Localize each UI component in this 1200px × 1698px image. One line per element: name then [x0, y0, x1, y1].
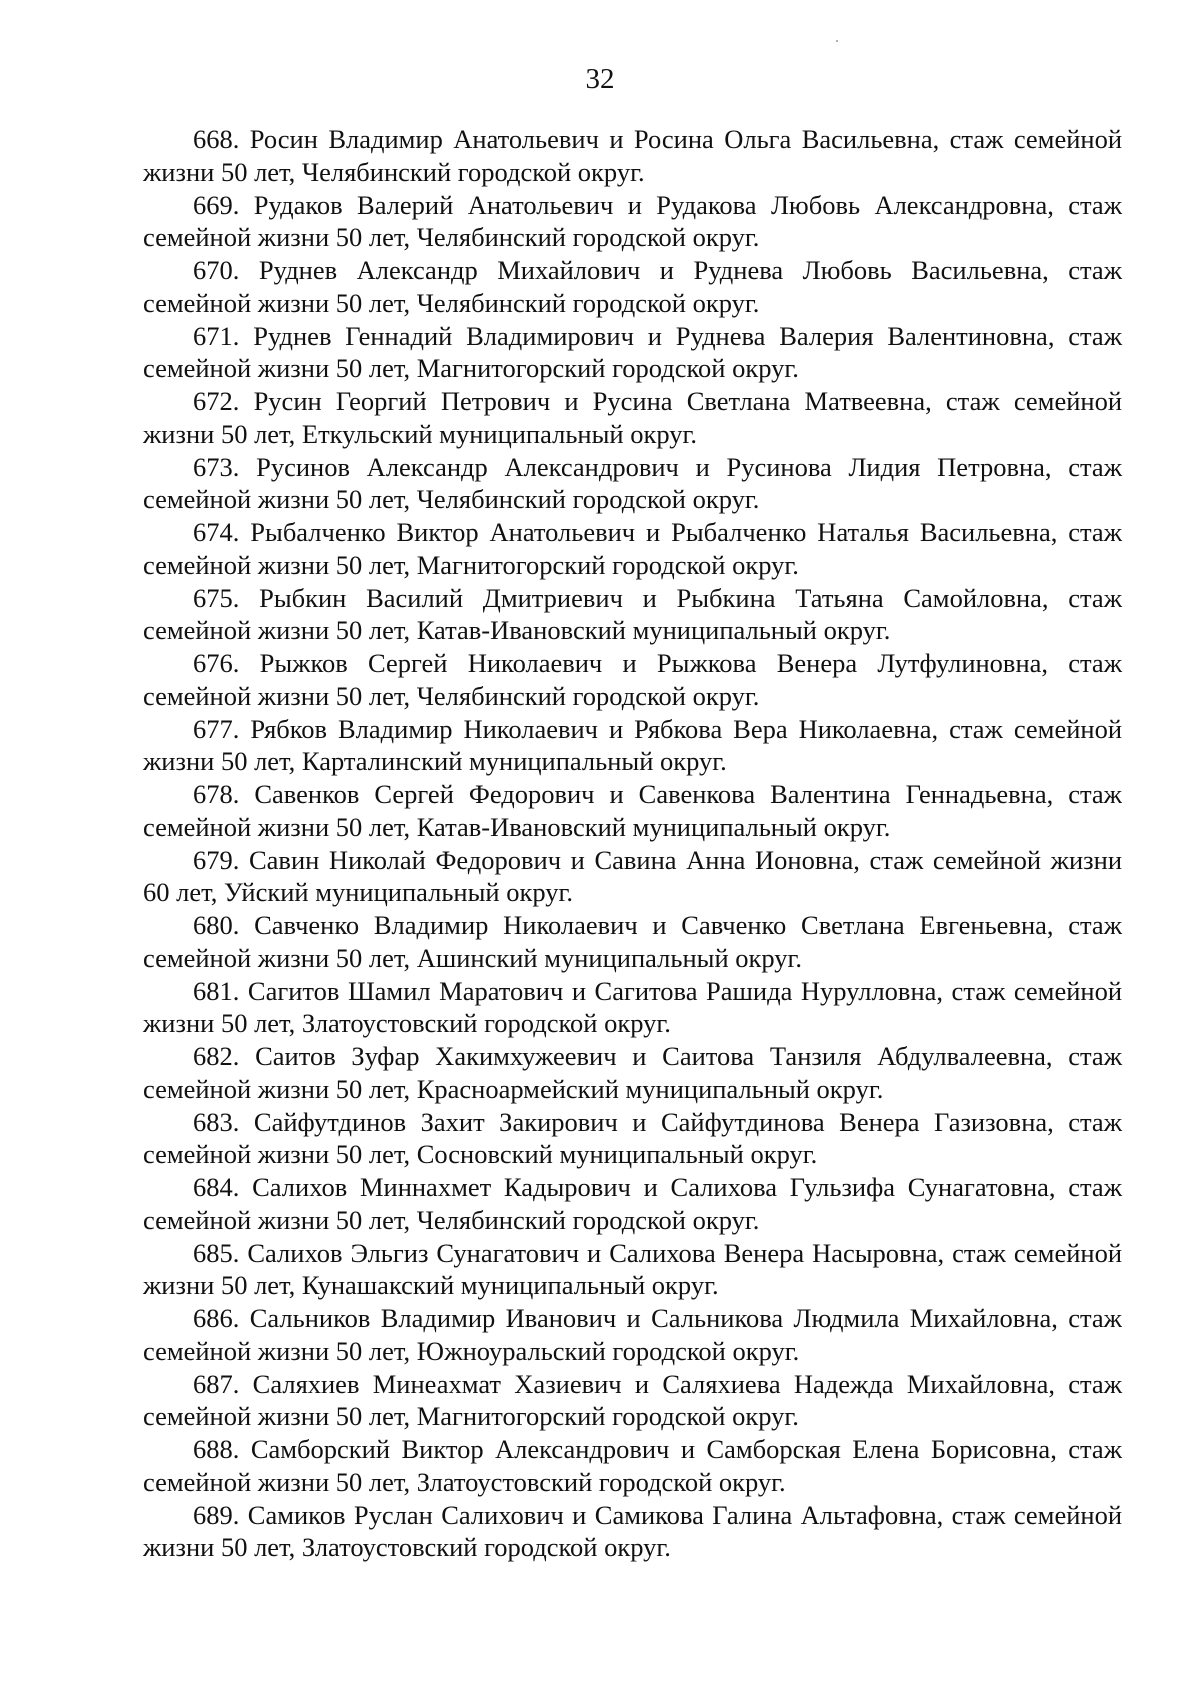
list-item — [143, 254, 1122, 319]
entry-number: 674. — [193, 517, 240, 547]
entry-text: Рыбалченко Виктор Анатольевич и Рыбалченко Наталья Васильевна, стаж семейной жизни 50 лет, Магнитогорский городской округ. — [143, 517, 1122, 580]
entry-number: 670. — [193, 255, 240, 285]
entry-text: Савенков Сергей Федорович и Савенкова Валентина Геннадьевна, стаж семейной жизни 50 лет, Катав-Ивановский муниципальный округ. — [143, 779, 1122, 842]
list-item — [143, 189, 1122, 254]
list-item — [143, 778, 1122, 843]
list-item — [143, 647, 1122, 712]
list-item — [143, 975, 1122, 1040]
entry-number: 683. — [193, 1106, 240, 1137]
entry-text: Салихов Миннахмет Кадырович и Салихова Гульзифа Сунагатовна, стаж семейной жизни 50 лет, Челябинский городской округ. — [143, 1172, 1122, 1235]
entry-text: Саляхиев Минеахмат Хазиевич и Саляхиева Надежда Михайловна, стаж семейной жизни 50 лет, Магнитогорский городской округ. — [143, 1368, 1123, 1431]
list-item — [143, 385, 1122, 450]
entry-number: 678. — [193, 779, 240, 809]
entry-text: Самборский Виктор Александрович и Самборская Елена Борисовна, стаж семейной жизни 50 лет, Златоустовский городской округ. — [143, 1434, 1122, 1497]
entry-text: Рудаков Валерий Анатольевич и Рудакова Любовь Александровна, стаж семейной жизни 50 лет, Челябинский городской округ. — [143, 189, 1123, 252]
scan-artifact — [836, 40, 838, 42]
entry-text: Русин Георгий Петрович и Русина Светлана Матвеевна, стаж семейной жизни 50 лет, Еткульский муниципальный округ. — [143, 386, 1123, 449]
entry-text: Салихов Эльгиз Сунагатович и Салихова Венера Насыровна, стаж семейной жизни 50 лет, Кунашакский муниципальный округ. — [143, 1237, 1123, 1300]
entry-number: 672. — [193, 386, 240, 416]
entry-text: Самиков Руслан Салихович и Самикова Галина Альтафовна, стаж семейной жизни 50 лет, Златоустовский городской округ. — [143, 1499, 1122, 1562]
entry-number: 686. — [193, 1303, 240, 1333]
entry-number: 684. — [193, 1172, 240, 1202]
entry-number: 689. — [193, 1499, 240, 1530]
entry-text: Сальников Владимир Иванович и Сальникова Людмила Михайловна, стаж семейной жизни 50 лет, Южноуральский городской округ. — [143, 1303, 1122, 1366]
list-item — [143, 582, 1122, 647]
list-item — [143, 1106, 1122, 1171]
page-number: 32 — [585, 63, 615, 95]
entry-text: Руднев Геннадий Владимирович и Руднева Валерия Валентиновна, стаж семейной жизни 50 лет, Магнитогорский городской округ. — [143, 320, 1123, 383]
list-item — [143, 516, 1122, 581]
entry-number: 673. — [193, 451, 240, 482]
list-item — [143, 1171, 1122, 1236]
entry-text: Савин Николай Федорович и Савина Анна Ионовна, стаж семейной жизни 60 лет, Уйский муниципальный округ. — [143, 844, 1122, 907]
entry-number: 675. — [193, 582, 240, 613]
list-item — [143, 123, 1122, 188]
list-item — [143, 1237, 1122, 1302]
entry-text: Рыжков Сергей Николаевич и Рыжкова Венера Лутфулиновна, стаж семейной жизни 50 лет, Челябинский городской округ. — [143, 648, 1122, 711]
list-item — [143, 909, 1122, 974]
list-item — [143, 1433, 1122, 1498]
list-item — [143, 1499, 1122, 1564]
entry-text: Русинов Александр Александрович и Русинова Лидия Петровна, стаж семейной жизни 50 лет, Челябинский городской округ. — [143, 451, 1123, 514]
list-item — [143, 1040, 1122, 1105]
entry-number: 668. — [193, 124, 240, 154]
entry-number: 685. — [193, 1237, 240, 1268]
entry-text: Руднев Александр Михайлович и Руднева Любовь Васильевна, стаж семейной жизни 50 лет, Челябинский городской округ. — [143, 255, 1123, 318]
entry-number: 681. — [193, 975, 240, 1006]
list-item — [143, 1302, 1122, 1367]
entry-number: 687. — [193, 1368, 240, 1399]
entry-number: 682. — [193, 1041, 240, 1071]
entry-text: Сайфутдинов Захит Закирович и Сайфутдинова Венера Газизовна, стаж семейной жизни 50 лет, Сосновский муниципальный округ. — [143, 1106, 1123, 1169]
entry-number: 680. — [193, 910, 240, 940]
list-item — [143, 713, 1122, 778]
entry-text: Рыбкин Василий Дмитриевич и Рыбкина Татьяна Самойловна, стаж семейной жизни 50 лет, Катав-Ивановский муниципальный округ. — [143, 582, 1123, 645]
entry-text: Росин Владимир Анатольевич и Росина Ольга Васильевна, стаж семейной жизни 50 лет, Челябинский городской округ. — [143, 124, 1122, 187]
entry-text: Сагитов Шамил Маратович и Сагитова Рашида Нурулловна, стаж семейной жизни 50 лет, Златоустовский городской округ. — [143, 975, 1123, 1038]
list-item — [143, 1368, 1122, 1433]
entry-text: Савченко Владимир Николаевич и Савченко Светлана Евгеньевна, стаж семейной жизни 50 лет, Ашинский муниципальный округ. — [143, 910, 1123, 973]
entry-number: 676. — [193, 648, 240, 678]
entry-text: Саитов Зуфар Хакимхужеевич и Саитова Танзиля Абдулвалеевна, стаж семейной жизни 50 лет, Красноармейский муниципальный округ. — [143, 1041, 1123, 1104]
entry-number: 671. — [193, 320, 240, 351]
list-item — [143, 320, 1122, 385]
entry-number: 679. — [193, 844, 240, 875]
entry-number: 677. — [193, 713, 240, 744]
entry-number: 669. — [193, 189, 240, 220]
entry-text: Рябков Владимир Николаевич и Рябкова Вера Николаевна, стаж семейной жизни 50 лет, Карталинский муниципальный округ. — [143, 713, 1123, 776]
list-item — [143, 451, 1122, 516]
list-item — [143, 844, 1122, 909]
entry-number: 688. — [193, 1434, 240, 1464]
entry-list — [143, 123, 1122, 1564]
